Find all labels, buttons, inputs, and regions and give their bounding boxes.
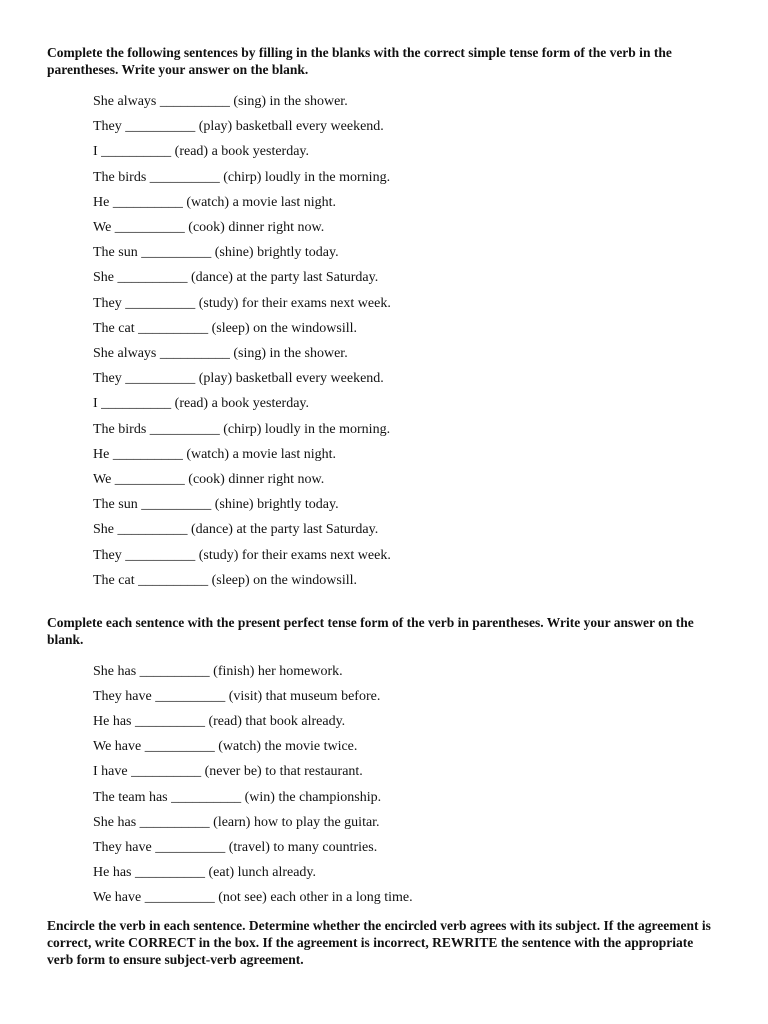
item-sentence: I __________ (read) a book yesterday. bbox=[93, 396, 310, 412]
item-sentence: They have __________ (visit) that museum before. bbox=[93, 689, 381, 705]
item-sentence: He __________ (watch) a movie last night. bbox=[93, 194, 337, 210]
item-sentence: They __________ (study) for their exams next week. bbox=[93, 547, 391, 563]
item-sentence: I __________ (read) a book yesterday. bbox=[93, 144, 310, 160]
item-sentence: She has __________ (finish) her homework. bbox=[93, 664, 343, 679]
section2-instructions: Complete each sentence with the present perfect tense form of the verb in parentheses. Write your answer on the blank. bbox=[47, 615, 694, 647]
item-sentence: The team has __________ (win) the championship. bbox=[93, 789, 382, 805]
item-sentence: We have __________ (watch) the movie twice. bbox=[93, 739, 358, 755]
item-sentence: We __________ (cook) dinner right now. bbox=[93, 220, 325, 235]
item-sentence: She has __________ (learn) how to play the guitar. bbox=[93, 814, 380, 830]
item-sentence: He has __________ (eat) lunch already. bbox=[93, 864, 317, 880]
item-sentence: She __________ (dance) at the party last Saturday. bbox=[93, 270, 379, 286]
item-sentence: The cat __________ (sleep) on the windowsill. bbox=[93, 320, 358, 336]
item-sentence: He has __________ (read) that book already. bbox=[93, 714, 346, 730]
item-sentence: The birds __________ (chirp) loudly in the morning. bbox=[93, 421, 391, 437]
item-sentence: They __________ (play) basketball every weekend. bbox=[93, 119, 384, 135]
item-sentence: They __________ (play) basketball every weekend. bbox=[93, 371, 384, 387]
item-sentence: She always __________ (sing) in the shower. bbox=[93, 94, 348, 109]
item-sentence: The cat __________ (sleep) on the windowsill. bbox=[93, 572, 358, 588]
item-sentence: The sun __________ (shine) brightly today. bbox=[93, 497, 339, 513]
section1-instructions: Complete the following sentences by filling in the blanks with the correct simple tense form of the verb in the parentheses. Write your answer on the blank. bbox=[47, 45, 672, 77]
item-sentence: The birds __________ (chirp) loudly in the morning. bbox=[93, 169, 391, 185]
item-sentence: He __________ (watch) a movie last night. bbox=[93, 446, 337, 462]
item-sentence: She always __________ (sing) in the shower. bbox=[93, 346, 348, 361]
section3-instructions: Encircle the verb in each sentence. Determine whether the encircled verb agrees with its subject. If the agreement is correct, write CORRECT in the box. If the agreement is incorrect, REWRITE the sentence with the appropriate verb form to ensure subject-verb agreement. bbox=[47, 918, 711, 967]
item-sentence: They __________ (study) for their exams next week. bbox=[93, 295, 391, 311]
item-sentence: We have __________ (not see) each other in a long time. bbox=[93, 889, 413, 905]
item-sentence: We __________ (cook) dinner right now. bbox=[93, 472, 325, 487]
item-sentence: They have __________ (travel) to many countries. bbox=[93, 839, 378, 855]
item-sentence: I have __________ (never be) to that restaurant. bbox=[93, 764, 363, 780]
item-sentence: The sun __________ (shine) brightly today. bbox=[93, 245, 339, 261]
item-sentence: She __________ (dance) at the party last Saturday. bbox=[93, 522, 379, 538]
